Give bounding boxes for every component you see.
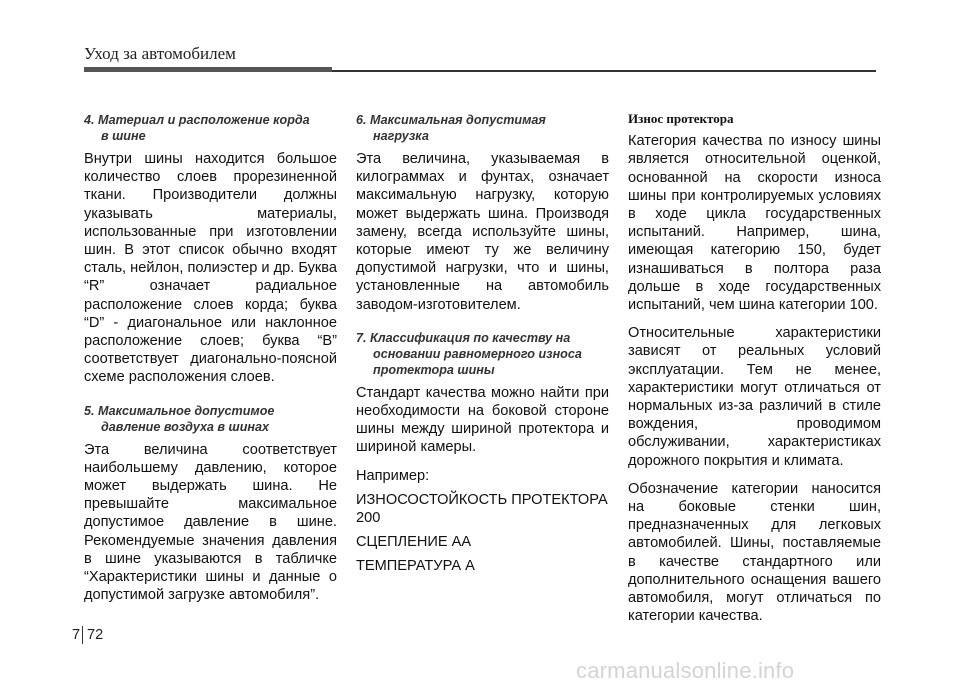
section-6-body: Эта величина, указываемая в килограммах и фунтах, означает максимальную нагрузку, которую может выдержать шина. Производя замену, всегда используйте шины, которые имеют ту же величину допустимой нагрузки, что и шины, установленные на автомобиль заводом-изготовителем. <box>356 151 609 313</box>
column-2 <box>356 112 609 582</box>
treadwear-para-2: Относительные характеристики зависят от реальных условий эксплуатации. Тем не менее, характеристики могут отличаться от нормальных из-за различий в стиле вождения, проводимом обслуживании, характеристиках дорожного покрытия и климата. <box>628 325 881 469</box>
treadwear-para-3: Обозначение категории наносится на боковые стенки шин, предназначенных для легковых автомобилей. Шины, поставляемые в качестве стандартного или дополнительного оснащения вашего автомобиля, могут отличаться по категории качества. <box>628 480 881 625</box>
section-7-heading-line1: 7. Классификация по качеству на <box>356 330 571 345</box>
treadwear-heading: Износ протектора <box>628 111 734 126</box>
section-7-body: Стандарт качества можно найти при необходимости на боковой стороне шины между шириной протектора и шириной камеры. <box>356 384 609 456</box>
example-label: Например: <box>356 467 430 484</box>
section-5-heading-line1: 5. Максимальное допустимое <box>84 403 275 418</box>
treadwear-para-1: Категория качества по износу шины является относительной оценкой, основанной на скорости износа шины при контролируемых условиях в ходе цикла государственных испытаний. Например, шина, имеющая категорию 150, будет изнашиваться в полтора раза дольше в ходе государственных испытаний, чем шина категории 100. <box>628 133 881 314</box>
section-4-heading-line1: 4. Материал и расположение корда <box>84 113 310 127</box>
column-1 <box>84 112 337 614</box>
footer-chapter-number: 7 <box>72 627 81 643</box>
example-temperature: ТЕМПЕРАТУРА А <box>356 558 475 575</box>
page-header-title: Уход за автомобилем <box>84 44 236 63</box>
section-7-heading-line3: протектора шины <box>373 362 495 377</box>
section-4-heading <box>84 112 337 144</box>
column-3 <box>628 110 881 635</box>
example-treadwear: ИЗНОСОСТОЙКОСТЬ ПРОТЕКТОРА 200 <box>356 491 608 527</box>
section-5-heading <box>84 403 337 435</box>
section-5-heading-line2: давление воздуха в шинах <box>101 419 270 434</box>
section-6-heading-line1: 6. Максимальная допустимая <box>356 113 546 127</box>
section-4-body: Внутри шины находится большое количество слоев прорезиненной ткани. Производители должны указывать материалы, использованные при изготовлении шин. В этот список обычно входят сталь, нейлон, полиэстер и др. Буква “R” означает радиальное расположение слоев корда; буква “D” - диагональное или наклонное расположение слоев; буква “B” соответствует диагонально-поясной схеме расположения слоев. <box>84 151 337 386</box>
section-6-heading <box>356 112 609 144</box>
section-7-heading <box>356 330 609 378</box>
footer-page-number: 72 <box>87 627 104 643</box>
section-4-heading-line2: в шине <box>101 129 146 143</box>
header-rule-thick <box>84 67 332 72</box>
section-6-heading-line2: нагрузка <box>373 129 429 143</box>
header-rule-thin <box>332 70 876 72</box>
footer-separator <box>82 626 83 644</box>
section-7-heading-line2: основании равномерного износа <box>373 346 582 361</box>
section-5-body: Эта величина соответствует наибольшему давлению, которое может выдержать шина. Не превышайте максимальное допустимое давление в шине. Рекомендуемые значения давления в шине указываются в табличке “Характеристики шины и данные о допустимой загрузке автомобиля”. <box>84 441 337 604</box>
watermark-text: carmanualsonline.info <box>576 658 795 683</box>
example-traction: СЦЕПЛЕНИЕ АА <box>356 534 472 551</box>
